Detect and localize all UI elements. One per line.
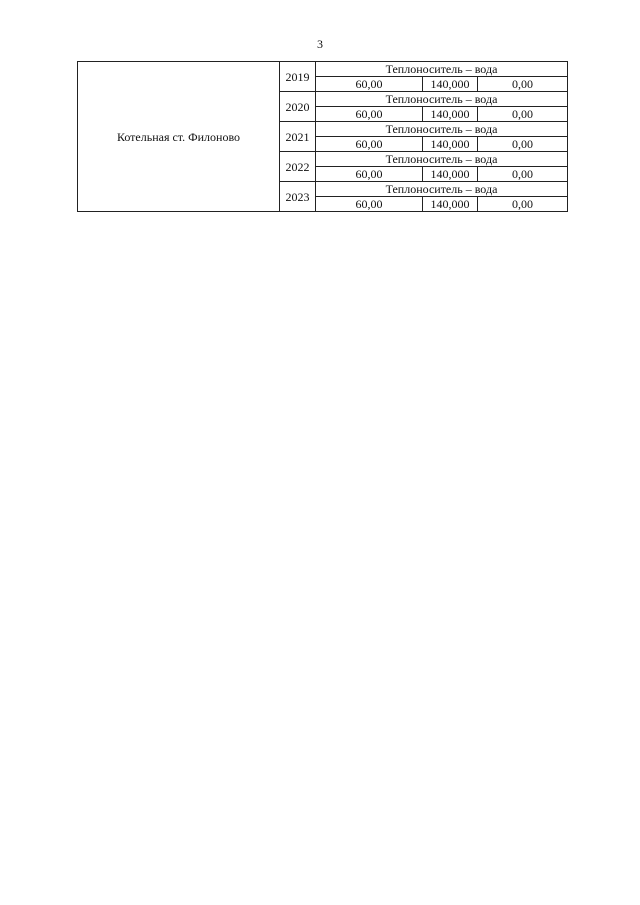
- temperature-return-cell: 0,00: [478, 137, 568, 152]
- medium-cell: Теплоноситель – вода: [316, 182, 568, 197]
- pressure-cell: 140,000: [423, 167, 478, 182]
- year-cell: 2020: [280, 92, 316, 122]
- year-cell: 2022: [280, 152, 316, 182]
- pressure-cell: 140,000: [423, 197, 478, 212]
- temperature-return-cell: 0,00: [478, 197, 568, 212]
- temperature-supply-cell: 60,00: [316, 137, 423, 152]
- year-cell: 2019: [280, 62, 316, 92]
- medium-cell: Теплоноситель – вода: [316, 62, 568, 77]
- temperature-return-cell: 0,00: [478, 77, 568, 92]
- medium-cell: Теплоноситель – вода: [316, 122, 568, 137]
- tariff-table: [77, 61, 568, 212]
- year-cell: 2021: [280, 122, 316, 152]
- boiler-name-cell: Котельная ст. Филоново: [78, 62, 280, 212]
- page-number: 3: [317, 37, 323, 51]
- temperature-supply-cell: 60,00: [316, 167, 423, 182]
- temperature-return-cell: 0,00: [478, 107, 568, 122]
- temperature-supply-cell: 60,00: [316, 107, 423, 122]
- pressure-cell: 140,000: [423, 107, 478, 122]
- pressure-cell: 140,000: [423, 137, 478, 152]
- medium-cell: Теплоноситель – вода: [316, 152, 568, 167]
- pressure-cell: 140,000: [423, 77, 478, 92]
- table-row: [78, 62, 568, 77]
- temperature-supply-cell: 60,00: [316, 197, 423, 212]
- medium-cell: Теплоноситель – вода: [316, 92, 568, 107]
- temperature-return-cell: 0,00: [478, 167, 568, 182]
- year-cell: 2023: [280, 182, 316, 212]
- temperature-supply-cell: 60,00: [316, 77, 423, 92]
